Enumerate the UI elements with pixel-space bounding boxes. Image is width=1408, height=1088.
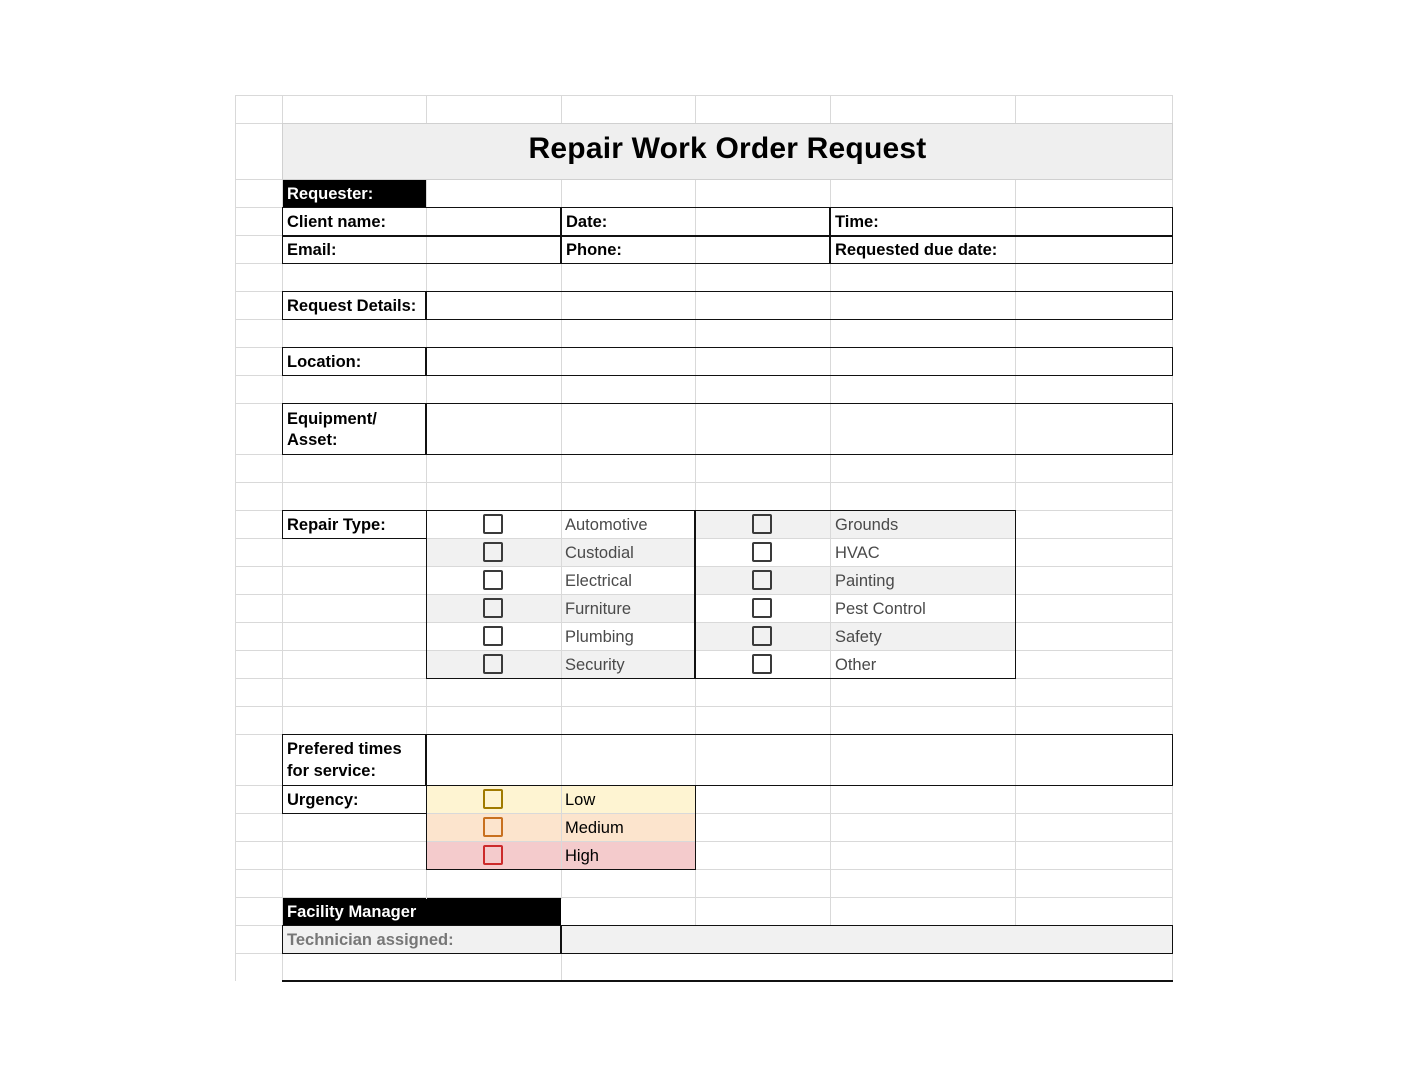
checkbox-automotive[interactable] xyxy=(483,514,503,534)
due-date-field[interactable] xyxy=(1016,236,1172,263)
urgency-low-label: Low xyxy=(565,791,596,809)
request-details-field[interactable] xyxy=(427,292,1172,319)
equipment-label-line1: Equipment/ xyxy=(287,410,377,428)
email-label: Email: xyxy=(287,241,337,259)
checkbox-safety[interactable] xyxy=(752,626,772,646)
client-name-label: Client name: xyxy=(287,213,387,231)
location-field[interactable] xyxy=(427,348,1172,375)
urgency-medium-label: Medium xyxy=(565,819,624,837)
option-other: Other xyxy=(835,656,877,674)
equipment-label-line2: Asset: xyxy=(287,431,338,449)
preferred-times-label-line2: for service: xyxy=(287,762,376,780)
checkbox-urgency-high[interactable] xyxy=(483,845,503,865)
checkbox-custodial[interactable] xyxy=(483,542,503,562)
repair-type-label: Repair Type: xyxy=(287,516,386,534)
technician-assigned-field[interactable] xyxy=(562,926,1172,953)
checkbox-grounds[interactable] xyxy=(752,514,772,534)
technician-assigned-label: Technician assigned: xyxy=(287,931,454,949)
option-grounds: Grounds xyxy=(835,516,899,534)
equipment-field[interactable] xyxy=(427,404,1172,454)
option-security: Security xyxy=(565,656,625,674)
option-hvac: HVAC xyxy=(835,544,880,562)
time-field[interactable] xyxy=(1016,208,1172,235)
checkbox-urgency-low[interactable] xyxy=(483,789,503,809)
option-safety: Safety xyxy=(835,628,882,646)
email-field[interactable] xyxy=(427,236,560,263)
location-label: Location: xyxy=(287,353,362,371)
request-details-label: Request Details: xyxy=(287,297,417,315)
checkbox-plumbing[interactable] xyxy=(483,626,503,646)
checkbox-hvac[interactable] xyxy=(752,542,772,562)
date-field[interactable] xyxy=(696,208,829,235)
work-order-sheet xyxy=(235,95,1173,981)
checkbox-other[interactable] xyxy=(752,654,772,674)
option-furniture: Furniture xyxy=(565,600,632,618)
option-pest-control: Pest Control xyxy=(835,600,926,618)
client-name-field[interactable] xyxy=(427,208,560,235)
time-label: Time: xyxy=(835,213,879,231)
checkbox-electrical[interactable] xyxy=(483,570,503,590)
checkbox-pest-control[interactable] xyxy=(752,598,772,618)
option-electrical: Electrical xyxy=(565,572,632,590)
urgency-high-label: High xyxy=(565,847,599,865)
date-label: Date: xyxy=(566,213,608,231)
requester-header: Requester: xyxy=(287,185,374,203)
option-automotive: Automotive xyxy=(565,516,648,534)
preferred-times-field[interactable] xyxy=(427,735,1172,785)
checkbox-urgency-medium[interactable] xyxy=(483,817,503,837)
option-painting: Painting xyxy=(835,572,895,590)
preferred-times-label-line1: Prefered times xyxy=(287,740,402,758)
checkbox-security[interactable] xyxy=(483,654,503,674)
due-date-label: Requested due date: xyxy=(835,241,998,259)
phone-label: Phone: xyxy=(566,241,622,259)
page-title: Repair Work Order Request xyxy=(528,132,927,165)
urgency-label: Urgency: xyxy=(287,791,359,809)
checkbox-furniture[interactable] xyxy=(483,598,503,618)
phone-field[interactable] xyxy=(696,236,829,263)
option-custodial: Custodial xyxy=(565,544,634,562)
facility-manager-header: Facility Manager xyxy=(287,903,417,921)
option-plumbing: Plumbing xyxy=(565,628,634,646)
checkbox-painting[interactable] xyxy=(752,570,772,590)
